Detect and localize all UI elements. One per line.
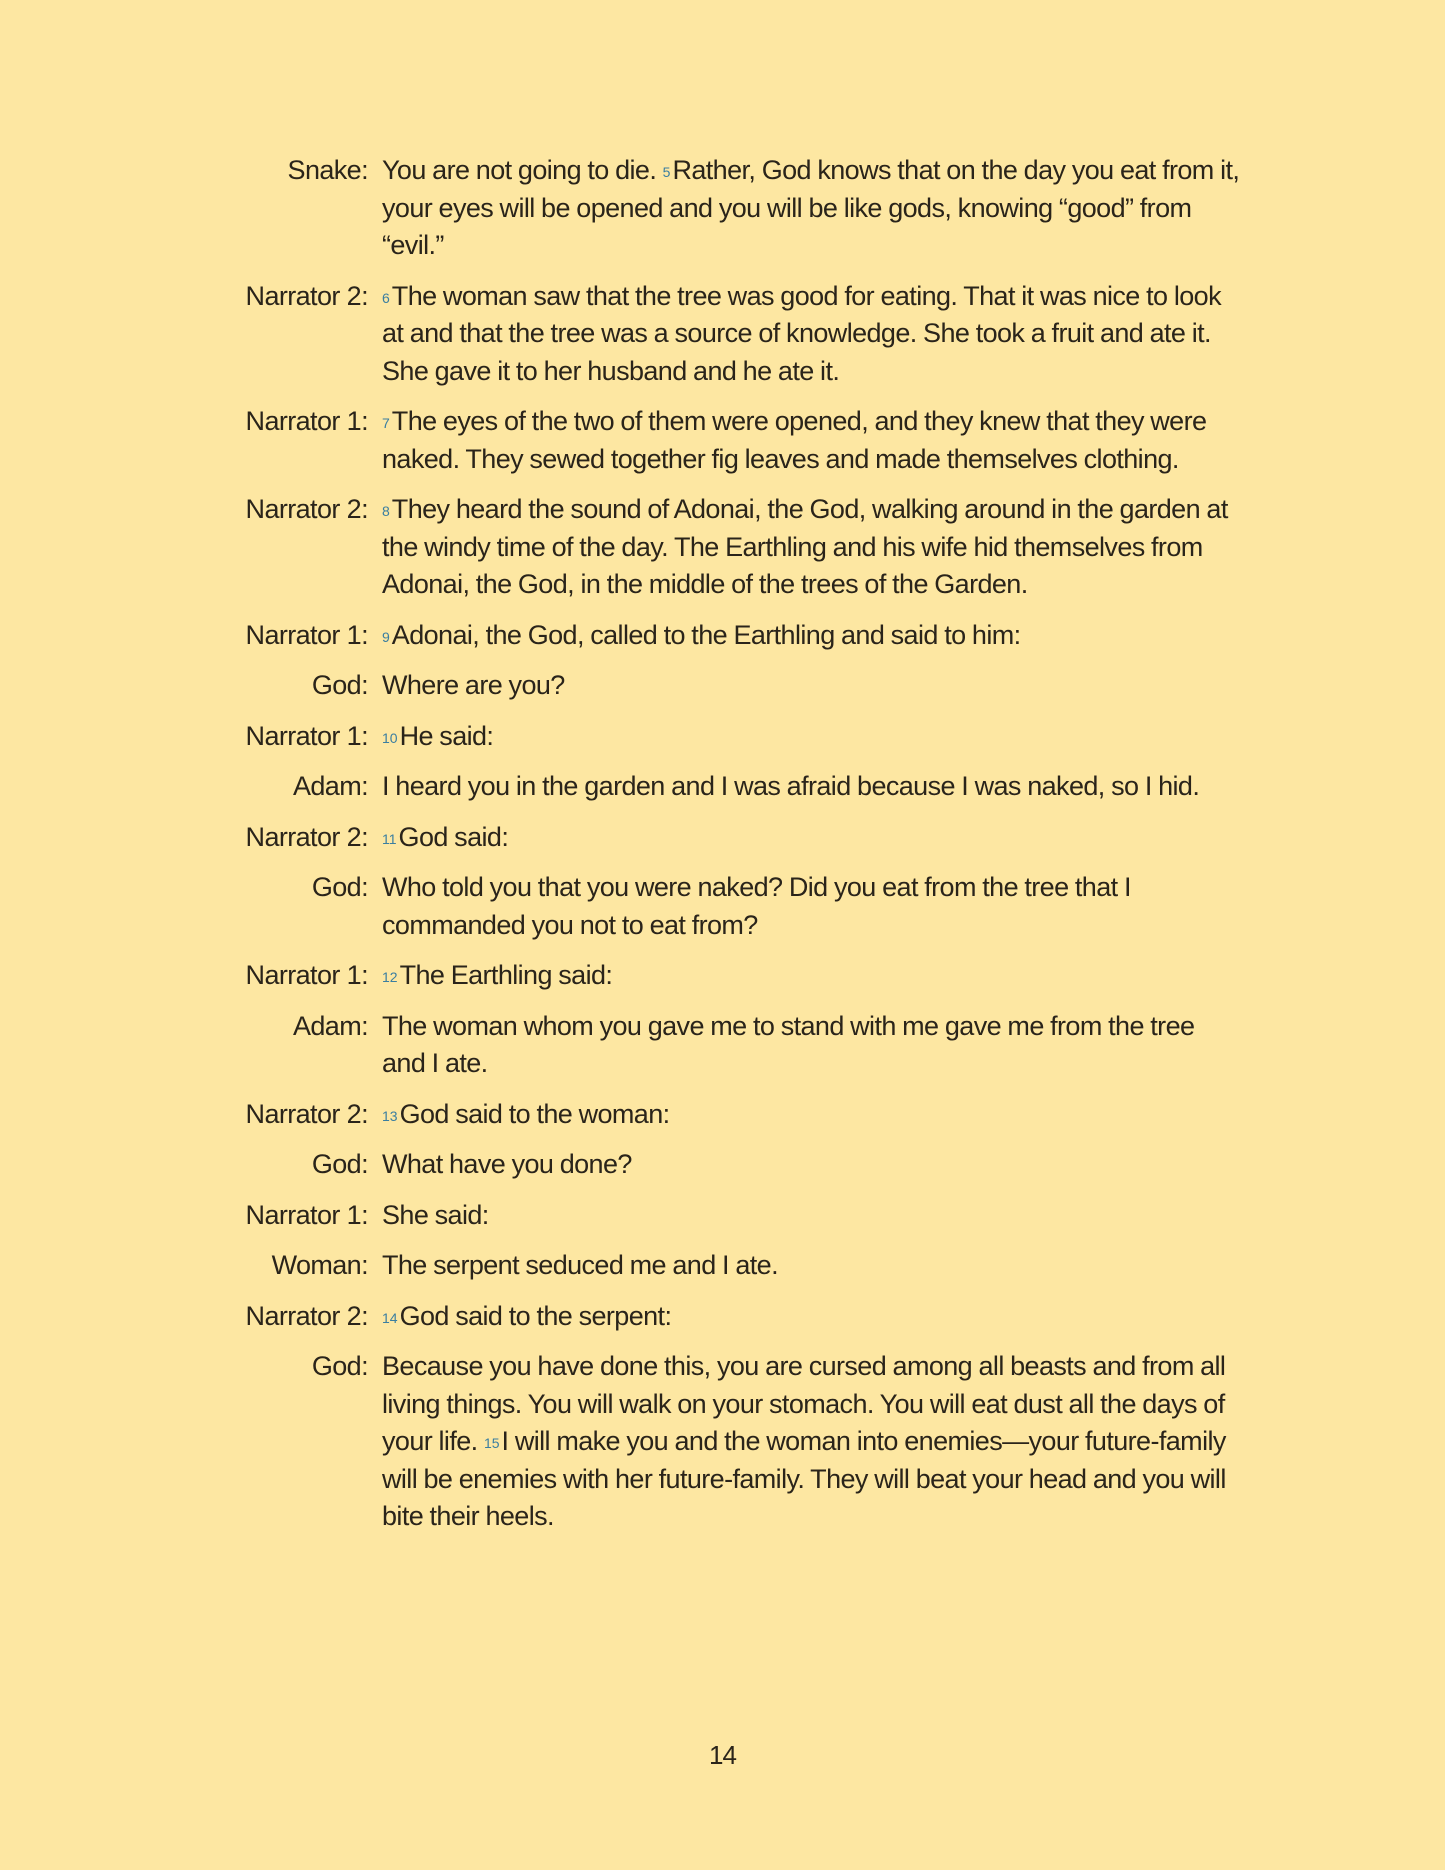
- dialogue-row: [0, 957, 1445, 995]
- speaker-label: Narrator 2:: [245, 1098, 368, 1129]
- dialogue-row: [0, 403, 1445, 478]
- verse-number: 7: [382, 415, 390, 431]
- speaker-label: Woman:: [271, 1250, 368, 1280]
- dialogue-text: [382, 1298, 1242, 1336]
- speaker-label: Narrator 2:: [245, 1300, 368, 1331]
- dialogue-text: [382, 957, 1242, 995]
- verse-number: 15: [483, 1435, 500, 1451]
- script-page: [0, 152, 1445, 1549]
- dialogue-row: [0, 491, 1445, 604]
- dialogue-text: [382, 819, 1242, 857]
- dialogue-row: [0, 1298, 1445, 1336]
- text-segment: Adonai, the God, called to the Earthling and said to him:: [391, 619, 1021, 650]
- text-segment: I will make you and the woman into enemies—your future-family will be enemies with her future-family. They will beat your head and you will bite their heels.: [382, 1426, 1226, 1531]
- text-segment: Where are you?: [382, 670, 565, 700]
- dialogue-row: [0, 152, 1445, 265]
- text-segment: God said to the serpent:: [399, 1300, 672, 1331]
- speaker-label: Adam:: [292, 771, 368, 801]
- dialogue-row: [0, 1096, 1445, 1134]
- speaker-label: Narrator 1:: [245, 406, 368, 436]
- verse-number: 12: [382, 969, 398, 985]
- text-segment: They heard the sound of Adonai, the God, walking around in the garden at the windy time of the day. The Earthling and his wife hid themselves from Adonai, the God, in the middle of the trees of the Garden.: [382, 494, 1228, 599]
- dialogue-text: [382, 1008, 1242, 1083]
- dialogue-row: [0, 667, 1445, 705]
- text-segment: Rather, God knows that on the day you eat from it, your eyes will be opened and you will be like gods, knowing “good” from “evil.”: [382, 155, 1240, 260]
- dialogue-row: [0, 869, 1445, 944]
- text-segment: He said:: [399, 720, 494, 751]
- dialogue-text: [382, 768, 1242, 806]
- dialogue-row: [0, 1008, 1445, 1083]
- dialogue-text: [382, 718, 1242, 756]
- page-number: 14: [709, 1740, 736, 1770]
- dialogue-row: [0, 768, 1445, 806]
- speaker-label: Snake:: [287, 155, 368, 185]
- speaker-label: Narrator 1:: [245, 720, 368, 751]
- verse-number: 13: [382, 1107, 398, 1124]
- speaker-label: God:: [311, 670, 368, 700]
- speaker-label: God:: [311, 1149, 368, 1179]
- speaker-label: Narrator 2:: [245, 821, 368, 852]
- speaker-label: Narrator 1:: [245, 960, 368, 990]
- speaker-label: Narrator 1:: [245, 619, 368, 650]
- text-segment: Who told you that you were naked? Did you eat from the tree that I commanded you not to eat from?: [382, 872, 1131, 940]
- verse-number: 10: [382, 729, 398, 746]
- dialogue-text: [382, 1348, 1242, 1536]
- dialogue-text: [382, 667, 1242, 705]
- dialogue-row: [0, 1348, 1445, 1536]
- verse-number: 8: [382, 503, 390, 519]
- dialogue-text: [382, 617, 1242, 655]
- dialogue-text: [382, 1096, 1242, 1134]
- text-segment: The woman saw that the tree was good for eating. That it was nice to look at and that the tree was a source of knowledge. She took a fruit and ate it. She gave it to her husband and he ate it.: [382, 280, 1221, 386]
- speaker-label: God:: [311, 872, 368, 902]
- script-dialogue: [0, 152, 1445, 1549]
- text-segment: The woman whom you gave me to stand with me gave me from the tree and I ate.: [382, 1010, 1195, 1078]
- dialogue-row: [0, 1247, 1445, 1285]
- dialogue-text: [382, 403, 1242, 478]
- speaker-label: Narrator 2:: [245, 494, 368, 524]
- verse-number: 14: [382, 1309, 398, 1326]
- verse-number: 9: [382, 628, 390, 645]
- dialogue-row: [0, 1146, 1445, 1184]
- verse-number: 6: [382, 289, 390, 306]
- dialogue-text: [382, 1146, 1242, 1184]
- text-segment: The Earthling said:: [399, 960, 613, 990]
- verse-number: 11: [382, 830, 397, 847]
- dialogue-row: [0, 1197, 1445, 1235]
- dialogue-text: [382, 869, 1242, 944]
- dialogue-row: [0, 617, 1445, 655]
- speaker-label: Narrator 1:: [245, 1199, 368, 1230]
- dialogue-text: [382, 1247, 1242, 1285]
- speaker-label: Adam:: [292, 1010, 368, 1041]
- dialogue-row: [0, 278, 1445, 391]
- dialogue-text: [382, 1197, 1242, 1235]
- text-segment: The serpent seduced me and I ate.: [382, 1250, 778, 1280]
- dialogue-text: [382, 152, 1242, 265]
- dialogue-row: [0, 718, 1445, 756]
- verse-number: 5: [662, 164, 671, 180]
- text-segment: The eyes of the two of them were opened, and they knew that they were naked. They sewed together fig leaves and made themselves clothing.: [382, 406, 1207, 474]
- text-segment: God said to the woman:: [399, 1098, 670, 1129]
- dialogue-text: [382, 278, 1242, 391]
- text-segment: I heard you in the garden and I was afraid because I was naked, so I hid.: [382, 771, 1200, 801]
- speaker-label: Narrator 2:: [245, 280, 368, 311]
- dialogue-row: [0, 819, 1445, 857]
- text-segment: God said:: [398, 821, 509, 852]
- speaker-label: God:: [311, 1351, 368, 1381]
- text-segment: What have you done?: [382, 1149, 632, 1179]
- text-segment: Because you have done this, you are cursed among all beasts and from all living things. You will walk on your stomach. You will eat dust all the days of your life.: [382, 1351, 1226, 1456]
- text-segment: You are not going to die.: [382, 155, 663, 185]
- dialogue-text: [382, 491, 1242, 604]
- text-segment: She said:: [382, 1199, 489, 1230]
